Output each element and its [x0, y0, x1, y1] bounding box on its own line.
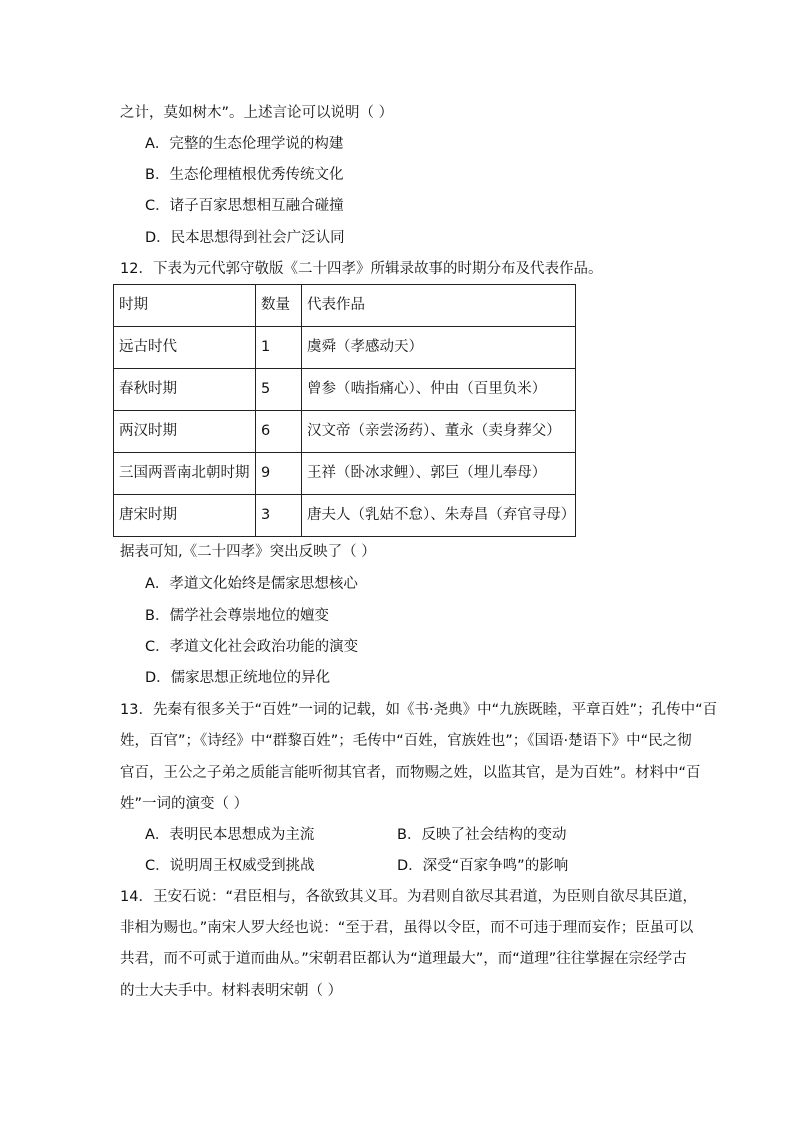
q12-question: 据表可知,《二十四孝》突出反映了（ ）	[120, 544, 376, 560]
table-header-cell: 代表作品	[302, 285, 576, 327]
q12-option-d: D．儒家思想正统地位的异化	[145, 670, 331, 686]
q13-line-1: 13．先秦有很多关于“百姓”一词的记载，如《书·尧典》中“九族既睦，平章百姓”；孔传中“百	[120, 702, 718, 718]
q12-option-b: B．儒学社会尊崇地位的嬗变	[145, 608, 329, 624]
q14-line-4: 的士大夫手中。材料表明宋朝（ ）	[120, 983, 343, 999]
table-header-row	[114, 285, 576, 327]
q11-option-c: C．诸子百家思想相互融合碰撞	[145, 198, 344, 214]
table-cell-works: 虞舜（孝感动天）	[302, 327, 576, 369]
table-cell-works: 汉文帝（亲尝汤药）、董永（卖身葬父）	[302, 411, 576, 453]
table-cell-period: 远古时代	[114, 327, 256, 369]
table-header-cell: 时期	[114, 285, 256, 327]
table-cell-count: 6	[256, 411, 302, 453]
table-cell-works: 唐夫人（乳姑不怠）、朱寿昌（弃官寻母）	[302, 495, 576, 537]
table-row	[114, 411, 576, 453]
q13-line-3: 官百，王公之子弟之质能言能听彻其官者，而物赐之姓，以监其官，是为百姓”。材料中“百	[120, 765, 701, 781]
table-row	[114, 369, 576, 411]
table-cell-works: 王祥（卧冰求鲤）、郭巨（埋儿奉母）	[302, 453, 576, 495]
table-cell-period: 春秋时期	[114, 369, 256, 411]
table-cell-period: 三国两晋南北朝时期	[114, 453, 256, 495]
table-cell-count: 1	[256, 327, 302, 369]
q11-option-b: B．生态伦理植根优秀传统文化	[145, 167, 344, 183]
q12-option-a: A．孝道文化始终是儒家思想核心	[145, 576, 358, 592]
q13-option-b: B．反映了社会结构的变动	[397, 827, 567, 843]
table-row	[114, 495, 576, 537]
q14-line-1: 14．王安石说：“君臣相与，各欲致其义耳。为君则自欲尽其君道，为臣则自欲尽其臣道，	[120, 889, 697, 905]
q12-option-c: C．孝道文化社会政治功能的演变	[145, 639, 359, 655]
q11-option-d: D．民本思想得到社会广泛认同	[145, 230, 345, 246]
q12-stem: 12．下表为元代郭守敬版《二十四孝》所辑录故事的时期分布及代表作品。	[120, 261, 603, 277]
table-row	[114, 453, 576, 495]
table-cell-period: 唐宋时期	[114, 495, 256, 537]
q13-option-a: A．表明民本思想成为主流	[145, 827, 315, 843]
q14-line-3: 共君，而不可贰于道而曲从。”宋朝君臣都认为“道理最大”，而“道理”往往掌握在宗经学古	[120, 951, 687, 967]
q13-line-2: 姓，百官”；《诗经》中“群黎百姓”；毛传中“百姓，官族姓也”；《国语·楚语下》中“民之彻	[120, 733, 692, 749]
table-cell-period: 两汉时期	[114, 411, 256, 453]
table-cell-works: 曾参（啮指痛心）、仲由（百里负米）	[302, 369, 576, 411]
table-cell-count: 3	[256, 495, 302, 537]
q13-option-c: C．说明周王权威受到挑战	[145, 858, 315, 874]
table-row	[114, 327, 576, 369]
q11-option-a: A．完整的生态伦理学说的构建	[145, 136, 344, 152]
q13-option-d: D．深受“百家争鸣”的影响	[397, 858, 569, 874]
table-header-cell: 数量	[256, 285, 302, 327]
q11-stem-tail: 之计，莫如树木”。上述言论可以说明（ ）	[120, 105, 394, 121]
table-cell-count: 9	[256, 453, 302, 495]
table-cell-count: 5	[256, 369, 302, 411]
q14-line-2: 非相为赐也。”南宋人罗大经也说：“至于君，虽得以令臣，而不可违于理而妄作；臣虽可以	[120, 920, 694, 936]
q13-line-4: 姓”一词的演变（ ）	[120, 796, 249, 812]
period-table	[113, 284, 576, 537]
